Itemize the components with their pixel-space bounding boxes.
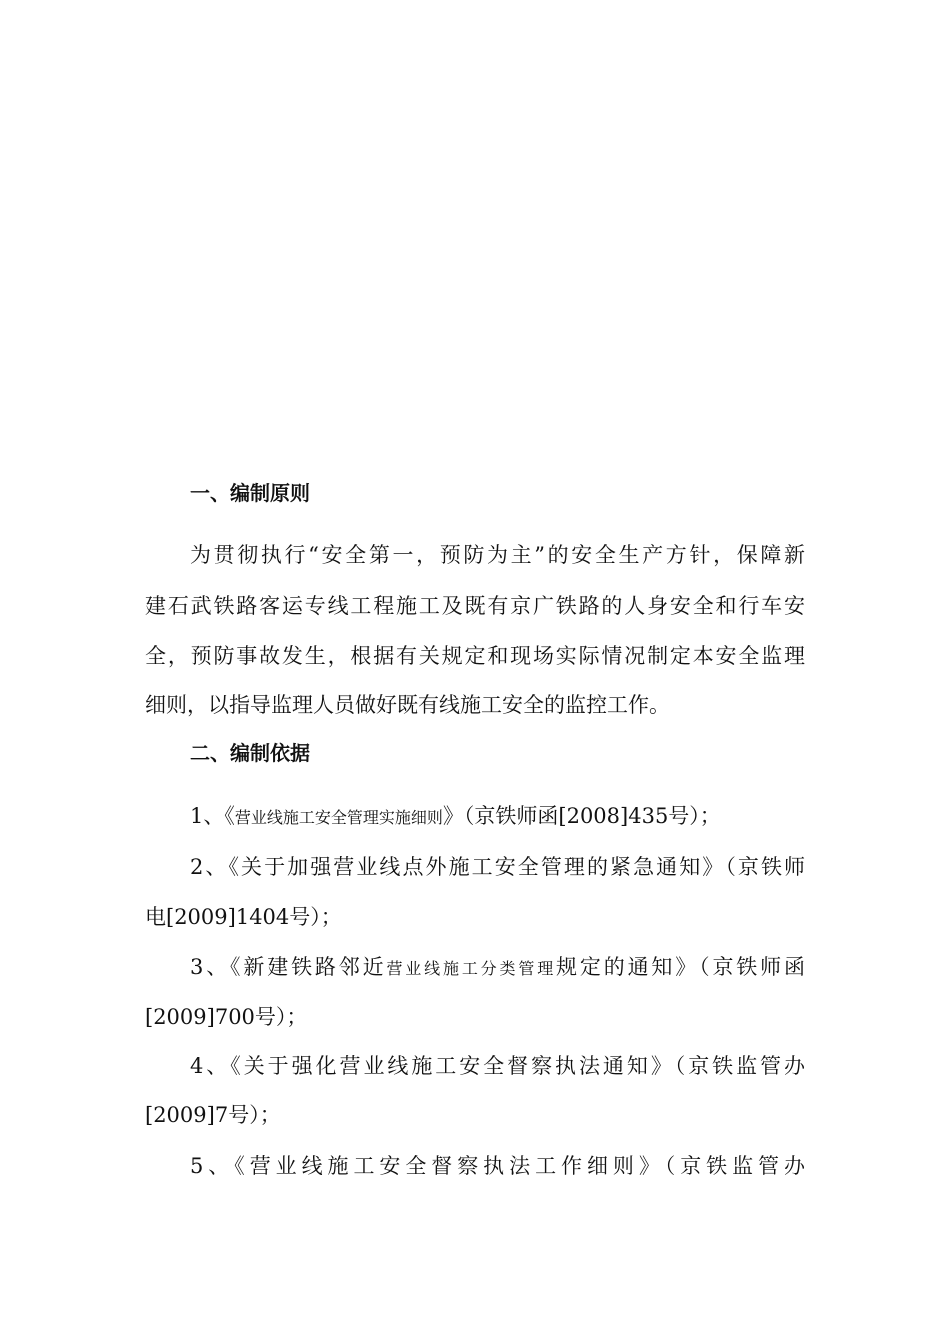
basis-item-5-line-1: 5、《营业线施工安全督察执法工作细则》（京铁监管办 <box>190 1154 805 1178</box>
basis-item-1-prefix: 1、《 <box>190 804 235 828</box>
basis-item-4-line-1: 4、《关于强化营业线施工安全督察执法通知》（京铁监管办 <box>190 1054 805 1078</box>
basis-item-3-prefix: 3、《新建铁路邻近 <box>190 955 387 979</box>
basis-item-2-line-1: 2、《关于加强营业线点外施工安全管理的紧急通知》（京铁师 <box>190 855 805 879</box>
basis-item-1-title: 营业线施工安全管理实施细则 <box>234 808 443 827</box>
basis-item-1-suffix: 》（京铁师函[2008]435号）； <box>442 804 721 828</box>
principle-paragraph-line-4: 细则，以指导监理人员做好既有线施工安全的监控工作。 <box>145 693 670 717</box>
basis-item-3-line-2: [2009]700号）； <box>145 1005 308 1029</box>
section-heading-basis: 二、编制依据 <box>190 741 310 765</box>
basis-item-3-line-1 <box>190 957 805 978</box>
principle-paragraph-line-2: 建石武铁路客运专线工程施工及既有京广铁路的人身安全和行车安 <box>145 594 805 618</box>
basis-item-3-title: 营业线施工分类管理 <box>386 959 557 978</box>
basis-item-1 <box>190 806 805 827</box>
basis-item-4-line-2: [2009]7号）； <box>145 1103 281 1127</box>
basis-item-3-suffix: 规定的通知》（京铁师函 <box>556 955 805 979</box>
basis-item-2-line-2: 电[2009]1404号）； <box>145 905 342 929</box>
principle-paragraph-line-1: 为贯彻执行“安全第一，预防为主”的安全生产方针，保障新 <box>190 543 805 567</box>
section-heading-principle: 一、编制原则 <box>190 481 310 505</box>
principle-paragraph-line-3: 全，预防事故发生，根据有关规定和现场实际情况制定本安全监理 <box>145 644 805 668</box>
